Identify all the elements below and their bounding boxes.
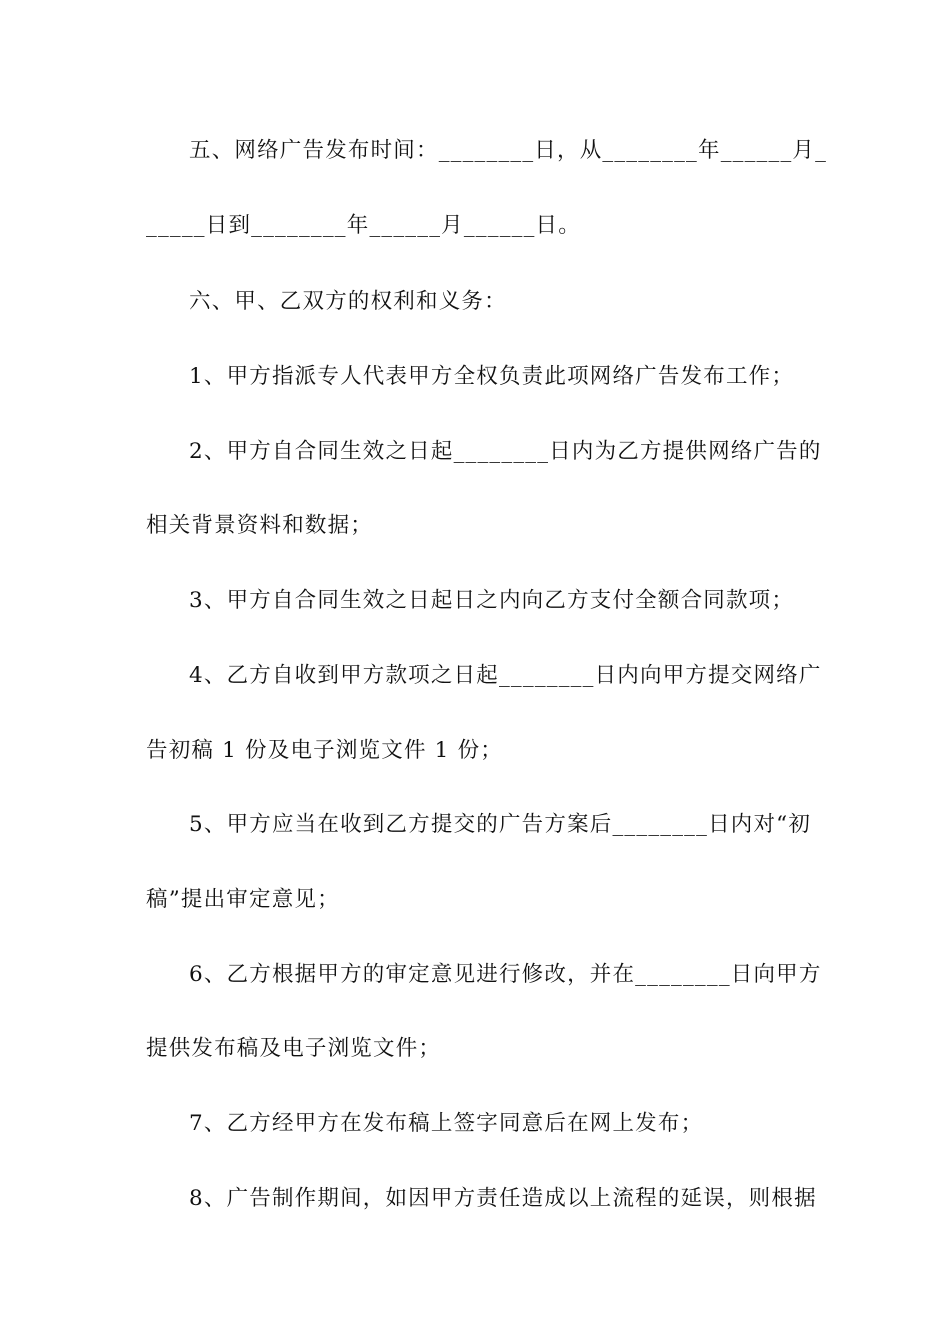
clause-6-item-4: 4、乙方自收到甲方款项之日起________日内向甲方提交网络广 [189, 663, 822, 688]
clause-6-item-6: 6、乙方根据甲方的审定意见进行修改，并在________日向甲方 [189, 962, 822, 987]
clause-6-item-3: 3、甲方自合同生效之日起日之内向乙方支付全额合同款项； [189, 588, 795, 613]
clause-6-item-2: 2、甲方自合同生效之日起________日内为乙方提供网络广告的 [189, 439, 822, 464]
clause-6-heading: 六、甲、乙双方的权利和义务： [189, 289, 507, 314]
clause-6-item-2-continued: 相关背景资料和数据； [146, 513, 374, 538]
clause-6-item-5: 5、甲方应当在收到乙方提交的广告方案后________日内对“初 [189, 812, 812, 837]
clause-6-item-7: 7、乙方经甲方在发布稿上签字同意后在网上发布； [189, 1111, 704, 1136]
clause-6-item-8: 8、广告制作期间，如因甲方责任造成以上流程的延误，则根据 [189, 1186, 817, 1211]
clause-5-publish-time-continued: _____日到________年______月______日。 [146, 213, 581, 238]
clause-5-publish-time: 五、网络广告发布时间：________日，从________年______月_ [189, 138, 828, 163]
clause-6-item-6-continued: 提供发布稿及电子浏览文件； [146, 1036, 442, 1061]
clause-6-item-4-continued: 告初稿 1 份及电子浏览文件 1 份； [146, 738, 503, 763]
clause-6-item-5-continued: 稿”提出审定意见； [146, 887, 340, 912]
clause-6-item-1: 1、甲方指派专人代表甲方全权负责此项网络广告发布工作； [189, 364, 795, 389]
